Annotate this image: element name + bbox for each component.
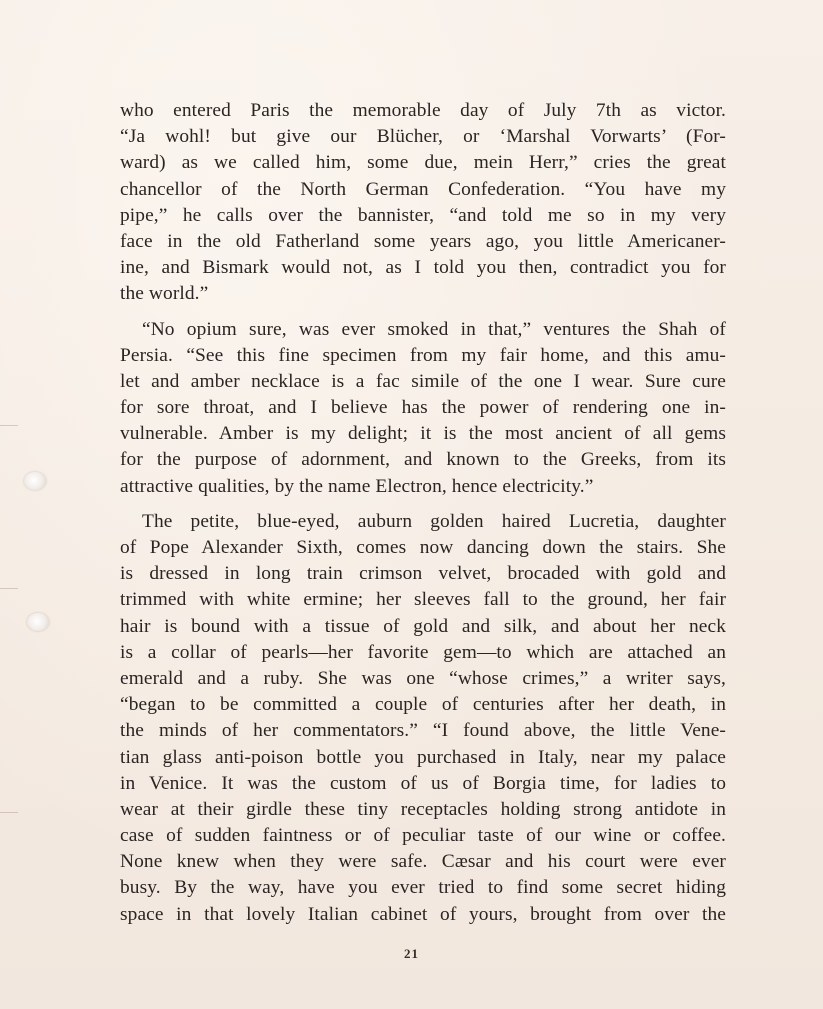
paragraph — [120, 509, 726, 928]
text-line: case of sudden faintness or of peculiar taste of our wine or coffee. — [120, 825, 726, 847]
text-line: is dressed in long train crimson velvet, brocaded with gold and — [120, 563, 726, 585]
text-line: in Venice. It was the custom of us of Borgia time, for ladies to — [120, 772, 726, 794]
text-line: face in the old Fatherland some years ago, you little Americaner- — [120, 230, 726, 252]
text-line: the world.” — [120, 283, 209, 305]
text-line: ine, and Bismark would not, as I told you then, contradict you for — [120, 257, 726, 279]
text-line: trimmed with white ermine; her sleeves fall to the ground, her fair — [120, 589, 726, 611]
text-line: attractive qualities, by the name Electron, hence electricity.” — [120, 475, 594, 497]
text-line: tian glass anti-poison bottle you purchased in Italy, near my palace — [120, 746, 726, 768]
paragraph-gap — [120, 500, 726, 509]
text-line: The petite, blue-eyed, auburn golden haired Lucretia, daughter — [142, 510, 726, 532]
text-line: pipe,” he calls over the bannister, “and told me so in my very — [120, 204, 726, 226]
text-line: busy. By the way, have you ever tried to find some secret hiding — [120, 877, 726, 899]
text-line: “Ja wohl! but give our Blücher, or ‘Marshal Vorwarts’ (For- — [120, 126, 726, 148]
punch-hole-upper — [24, 472, 46, 490]
text-line: let and amber necklace is a fac simile of the one I wear. Sure cure — [120, 370, 726, 392]
text-line: wear at their girdle these tiny receptacles holding strong antidote in — [120, 798, 726, 820]
text-line: is a collar of pearls—her favorite gem—to which are attached an — [120, 641, 726, 663]
body-text — [120, 98, 726, 928]
paragraph — [120, 98, 726, 308]
page-number: 21 — [404, 946, 419, 961]
paragraph — [120, 317, 726, 500]
text-line: the minds of her commentators.” “I found above, the little Vene- — [120, 720, 726, 742]
text-line: vulnerable. Amber is my delight; it is the most ancient of all gems — [120, 423, 726, 445]
text-line: “began to be committed a couple of centuries after her death, in — [120, 694, 726, 716]
text-line: of Pope Alexander Sixth, comes now dancing down the stairs. She — [120, 537, 726, 558]
punch-hole-lower — [27, 613, 49, 631]
paragraph-gap — [120, 308, 726, 317]
text-line: “No opium sure, was ever smoked in that,” ventures the Shah of — [142, 318, 726, 340]
text-line: who entered Paris the memorable day of July 7th as victor. — [120, 100, 726, 121]
text-line: None knew when they were safe. Cæsar and his court were ever — [120, 851, 726, 873]
text-line: ward) as we called him, some due, mein Herr,” cries the great — [120, 152, 726, 174]
text-line: chancellor of the North German Confederation. “You have my — [120, 178, 726, 200]
text-line: for sore throat, and I believe has the power of rendering one in- — [120, 397, 726, 419]
text-line: hair is bound with a tissue of gold and silk, and about her neck — [120, 615, 726, 637]
text-line: emerald and a ruby. She was one “whose crimes,” a writer says, — [120, 667, 726, 689]
page-edge-crease — [0, 425, 18, 426]
page-edge-crease — [0, 812, 18, 813]
text-line: for the purpose of adornment, and known to the Greeks, from its — [120, 449, 726, 471]
text-line: Persia. “See this fine specimen from my fair home, and this amu- — [120, 344, 726, 366]
text-line: space in that lovely Italian cabinet of yours, brought from over the — [120, 903, 726, 925]
page-edge-crease — [0, 588, 18, 589]
